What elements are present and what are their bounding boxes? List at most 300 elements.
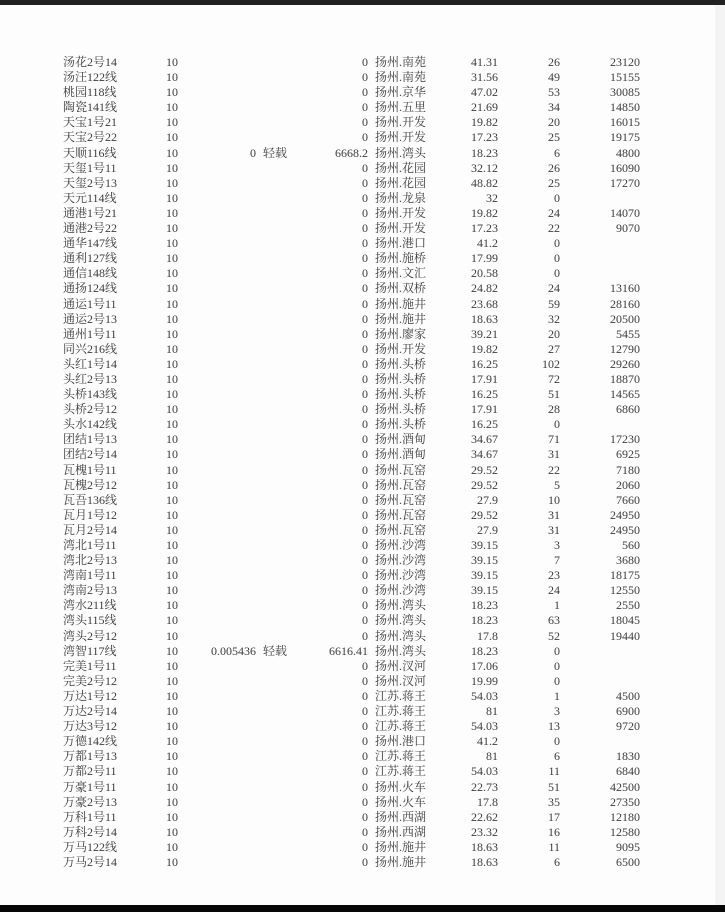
cell-count: 1 — [554, 598, 560, 613]
table-row — [63, 780, 640, 795]
table-row — [63, 598, 640, 613]
cell-station: 扬州.花园 — [375, 160, 427, 175]
cell-line-name: 通扬124线 — [63, 281, 118, 296]
cell-count: 20 — [548, 115, 560, 130]
table-row — [63, 493, 640, 508]
cell-capacity: 23120 — [610, 55, 640, 69]
cell-capacity: 1830 — [616, 749, 640, 764]
cell-voltage: 10 — [166, 809, 178, 824]
cell-load-tag — [256, 176, 301, 191]
cell-station: 扬州.开发 — [375, 341, 427, 356]
cell-energy: 0 — [362, 583, 368, 598]
cell-voltage: 10 — [166, 839, 178, 854]
cell-line-name: 瓦槐1号11 — [63, 462, 117, 477]
cell-load-tag — [256, 100, 301, 115]
cell-loss-value: 0 — [250, 145, 256, 160]
cell-load-tag — [256, 749, 301, 764]
cell-loss-rate: 41.2 — [477, 734, 498, 749]
cell-capacity: 560 — [622, 538, 640, 552]
cell-capacity: 6900 — [616, 704, 640, 719]
cell-count: 3 — [554, 704, 560, 719]
cell-voltage: 10 — [166, 447, 178, 462]
cell-station: 扬州.头桥 — [375, 417, 427, 432]
cell-load-tag — [256, 281, 301, 296]
cell-capacity: 24950 — [610, 522, 640, 537]
cell-voltage: 10 — [166, 628, 178, 643]
cell-count: 0 — [554, 673, 560, 688]
cell-loss-rate: 18.23 — [471, 598, 498, 613]
cell-loss-rate: 54.03 — [471, 764, 498, 779]
cell-count: 51 — [548, 387, 560, 402]
table-row — [63, 387, 640, 402]
cell-load-tag — [256, 478, 301, 493]
table-row — [63, 70, 640, 85]
cell-loss-rate: 22.62 — [471, 809, 498, 824]
cell-count: 10 — [548, 492, 560, 507]
cell-energy: 0 — [362, 553, 368, 568]
cell-station: 扬州.施井 — [375, 839, 427, 854]
cell-energy: 0 — [362, 236, 368, 251]
cell-loss-value — [178, 568, 256, 583]
cell-station: 扬州.沙湾 — [375, 553, 427, 568]
cell-energy: 0 — [362, 447, 368, 462]
cell-line-name: 湾智117线 — [63, 643, 117, 658]
cell-line-name: 万豪2号13 — [63, 794, 118, 809]
cell-loss-value — [178, 659, 256, 674]
table-row — [63, 659, 640, 674]
cell-voltage: 10 — [166, 704, 178, 719]
cell-line-name: 头红2号13 — [63, 371, 118, 386]
table-row — [63, 236, 640, 251]
cell-loss-rate: 29.52 — [471, 462, 498, 477]
table-row — [63, 191, 640, 206]
cell-loss-rate: 47.02 — [471, 85, 498, 100]
cell-load-tag — [256, 568, 301, 583]
cell-line-name: 团结1号13 — [63, 432, 118, 447]
cell-line-name: 万马2号14 — [63, 854, 118, 869]
cell-energy: 0 — [362, 311, 368, 326]
cell-load-tag — [256, 236, 301, 251]
cell-station: 扬州.开发 — [375, 130, 427, 145]
cell-energy: 0 — [362, 673, 368, 688]
cell-loss-value — [178, 161, 256, 176]
cell-voltage: 10 — [166, 719, 178, 734]
cell-count: 0 — [554, 190, 560, 205]
table-row — [63, 613, 640, 628]
cell-capacity — [560, 191, 640, 206]
cell-count: 49 — [548, 70, 560, 85]
cell-station: 扬州.施井 — [375, 854, 427, 869]
cell-station: 扬州.西湖 — [375, 809, 427, 824]
cell-count: 59 — [548, 296, 560, 311]
cell-line-name: 万科1号11 — [63, 809, 117, 824]
cell-energy: 0 — [362, 326, 368, 341]
cell-station: 扬州.瓦窑 — [375, 477, 427, 492]
cell-capacity: 6860 — [616, 402, 640, 417]
line-report-table — [63, 55, 640, 870]
cell-voltage: 10 — [166, 734, 178, 749]
cell-line-name: 万达3号12 — [63, 719, 118, 734]
cell-count: 0 — [554, 266, 560, 281]
cell-station: 扬州.湾头 — [375, 628, 427, 643]
cell-energy: 0 — [362, 251, 368, 266]
table-row — [63, 312, 640, 327]
cell-loss-value — [178, 538, 256, 553]
cell-loss-value — [178, 312, 256, 327]
cell-line-name: 桃园118线 — [63, 85, 117, 100]
cell-loss-rate: 41.2 — [477, 236, 498, 251]
table-row — [63, 795, 640, 810]
cell-station: 扬州.头桥 — [375, 356, 427, 371]
cell-capacity: 12180 — [610, 809, 640, 824]
cell-line-name: 瓦月1号12 — [63, 507, 118, 522]
cell-loss-rate: 39.15 — [471, 538, 498, 552]
table-row — [63, 327, 640, 342]
cell-count: 27 — [548, 341, 560, 356]
cell-station: 扬州.瓦窑 — [375, 492, 427, 507]
cell-loss-rate: 18.63 — [471, 311, 498, 326]
cell-load-tag — [256, 719, 301, 734]
cell-loss-value — [178, 115, 256, 130]
table-row — [63, 432, 640, 447]
cell-station: 扬州.头桥 — [375, 371, 427, 386]
cell-load-tag — [256, 780, 301, 795]
table-row — [63, 553, 640, 568]
cell-loss-rate: 17.91 — [471, 371, 498, 386]
cell-count: 0 — [554, 417, 560, 432]
cell-station: 扬州.花园 — [375, 175, 427, 190]
cell-station: 扬州.湾头 — [375, 145, 427, 160]
cell-capacity: 9070 — [616, 221, 640, 236]
cell-energy: 0 — [362, 613, 368, 628]
cell-loss-value — [178, 764, 256, 779]
cell-loss-rate: 31.56 — [471, 70, 498, 85]
cell-station: 扬州.头桥 — [375, 387, 427, 402]
cell-loss-rate: 39.21 — [471, 326, 498, 341]
cell-loss-value — [178, 251, 256, 266]
cell-load-tag — [256, 689, 301, 704]
cell-voltage: 10 — [166, 266, 178, 281]
cell-load-tag — [256, 387, 301, 402]
cell-loss-value — [178, 432, 256, 447]
cell-capacity: 12550 — [610, 583, 640, 598]
cell-line-name: 汤汪122线 — [63, 70, 118, 85]
cell-loss-value — [178, 629, 256, 644]
cell-load-tag — [256, 342, 301, 357]
cell-loss-value — [178, 734, 256, 749]
cell-voltage: 10 — [166, 764, 178, 779]
cell-loss-rate: 34.67 — [471, 432, 498, 447]
cell-loss-rate: 17.23 — [471, 221, 498, 236]
cell-load-tag — [256, 583, 301, 598]
top-border-bar — [0, 0, 725, 5]
cell-loss-rate: 23.68 — [471, 296, 498, 311]
cell-count: 13 — [548, 719, 560, 734]
cell-load-tag — [256, 598, 301, 613]
cell-load-tag — [256, 764, 301, 779]
cell-loss-rate: 16.25 — [471, 417, 498, 432]
cell-line-name: 头桥2号12 — [63, 402, 118, 417]
cell-energy: 0 — [362, 100, 368, 115]
cell-loss-value — [178, 447, 256, 462]
cell-loss-value — [178, 221, 256, 236]
cell-count: 22 — [548, 221, 560, 236]
cell-count: 53 — [548, 85, 560, 100]
table-row — [63, 357, 640, 372]
cell-load-tag — [256, 85, 301, 100]
cell-capacity: 42500 — [610, 779, 640, 794]
cell-station: 江苏.蒋王 — [375, 704, 427, 719]
cell-loss-rate: 17.99 — [471, 251, 498, 266]
cell-station: 扬州.南苑 — [375, 55, 427, 69]
cell-station: 扬州.施桥 — [375, 251, 427, 266]
cell-count: 16 — [548, 824, 560, 839]
cell-capacity: 20500 — [610, 311, 640, 326]
cell-energy: 0 — [362, 356, 368, 371]
cell-loss-rate: 81 — [486, 749, 498, 764]
cell-loss-value — [178, 583, 256, 598]
cell-load-tag: 轻载 — [263, 643, 288, 658]
cell-station: 扬州.南苑 — [375, 70, 427, 85]
cell-count: 6 — [554, 854, 560, 869]
cell-energy: 0 — [362, 417, 368, 432]
table-row — [63, 281, 640, 296]
cell-energy: 0 — [362, 85, 368, 100]
table-row — [63, 508, 640, 523]
cell-loss-value — [178, 327, 256, 342]
cell-loss-value: 0.005436 — [211, 643, 256, 658]
table-row — [63, 629, 640, 644]
cell-voltage: 10 — [166, 100, 178, 115]
cell-line-name: 天顺116线 — [63, 145, 117, 160]
bottom-border-bar — [0, 905, 725, 912]
cell-voltage: 10 — [166, 115, 178, 130]
cell-loss-value — [178, 236, 256, 251]
cell-loss-rate: 19.82 — [471, 115, 498, 130]
cell-load-tag — [256, 674, 301, 689]
cell-capacity: 24950 — [610, 507, 640, 522]
cell-loss-rate: 29.52 — [471, 477, 498, 492]
cell-loss-value — [178, 855, 256, 870]
cell-loss-rate: 17.06 — [471, 658, 498, 673]
cell-voltage: 10 — [166, 221, 178, 236]
cell-energy: 0 — [362, 55, 368, 69]
cell-line-name: 完美1号11 — [63, 658, 117, 673]
table-row — [63, 719, 640, 734]
cell-loss-rate: 29.52 — [471, 507, 498, 522]
cell-energy: 0 — [362, 266, 368, 281]
table-row — [63, 810, 640, 825]
cell-capacity: 4800 — [616, 145, 640, 160]
table-row — [63, 855, 640, 870]
cell-loss-value — [178, 840, 256, 855]
cell-station: 扬州.施井 — [375, 311, 427, 326]
table-row — [63, 100, 640, 115]
cell-loss-value — [178, 130, 256, 145]
cell-energy: 0 — [362, 522, 368, 537]
cell-loss-value — [178, 297, 256, 312]
cell-energy: 0 — [362, 839, 368, 854]
cell-load-tag — [256, 312, 301, 327]
cell-capacity: 2060 — [616, 477, 640, 492]
cell-station: 扬州.廖家 — [375, 326, 427, 341]
cell-voltage: 10 — [166, 175, 178, 190]
cell-capacity — [560, 644, 640, 659]
cell-voltage: 10 — [166, 538, 178, 552]
cell-voltage: 10 — [166, 568, 178, 583]
table-row — [63, 568, 640, 583]
cell-capacity: 16090 — [610, 160, 640, 175]
cell-loss-rate: 24.82 — [471, 281, 498, 296]
cell-capacity: 30085 — [610, 85, 640, 100]
cell-load-tag — [256, 825, 301, 840]
cell-load-tag — [256, 266, 301, 281]
cell-line-name: 瓦月2号14 — [63, 522, 118, 537]
cell-loss-value — [178, 478, 256, 493]
table-row — [63, 463, 640, 478]
cell-station: 扬州.汊河 — [375, 658, 427, 673]
cell-energy: 6668.2 — [335, 145, 368, 160]
cell-count: 5 — [554, 477, 560, 492]
cell-energy: 0 — [362, 824, 368, 839]
table-row — [63, 749, 640, 764]
cell-energy: 6616.41 — [329, 643, 368, 658]
cell-line-name: 头水142线 — [63, 417, 118, 432]
cell-capacity: 19440 — [610, 628, 640, 643]
cell-station: 扬州.龙泉 — [375, 190, 427, 205]
cell-station: 扬州.施井 — [375, 296, 427, 311]
cell-energy: 0 — [362, 190, 368, 205]
cell-load-tag — [256, 523, 301, 538]
cell-line-name: 通运1号11 — [63, 296, 117, 311]
cell-station: 扬州.瓦窑 — [375, 462, 427, 477]
cell-station: 扬州.开发 — [375, 205, 427, 220]
cell-load-tag — [256, 327, 301, 342]
cell-line-name: 陶瓷141线 — [63, 100, 118, 115]
cell-loss-rate: 18.63 — [471, 854, 498, 869]
cell-load-tag — [256, 357, 301, 372]
cell-loss-value — [178, 553, 256, 568]
cell-loss-value — [178, 266, 256, 281]
cell-line-name: 同兴216线 — [63, 341, 118, 356]
cell-loss-rate: 18.23 — [471, 613, 498, 628]
cell-station: 扬州.双桥 — [375, 281, 427, 296]
cell-voltage: 10 — [166, 432, 178, 447]
cell-voltage: 10 — [166, 462, 178, 477]
cell-loss-rate: 54.03 — [471, 688, 498, 703]
table-row — [63, 704, 640, 719]
cell-station: 扬州.酒甸 — [375, 447, 427, 462]
cell-voltage: 10 — [166, 190, 178, 205]
cell-voltage: 10 — [166, 281, 178, 296]
cell-count: 7 — [554, 553, 560, 568]
cell-line-name: 完美2号12 — [63, 673, 118, 688]
cell-voltage: 10 — [166, 658, 178, 673]
cell-loss-rate: 18.63 — [471, 839, 498, 854]
cell-voltage: 10 — [166, 326, 178, 341]
cell-loss-rate: 54.03 — [471, 719, 498, 734]
cell-energy: 0 — [362, 704, 368, 719]
cell-loss-rate: 17.91 — [471, 402, 498, 417]
cell-line-name: 通港2号22 — [63, 221, 118, 236]
cell-loss-rate: 32 — [486, 190, 498, 205]
cell-energy: 0 — [362, 477, 368, 492]
cell-line-name: 万达2号14 — [63, 704, 118, 719]
cell-loss-rate: 39.15 — [471, 583, 498, 598]
cell-voltage: 10 — [166, 236, 178, 251]
cell-capacity: 28160 — [610, 296, 640, 311]
cell-load-tag: 轻载 — [263, 145, 288, 160]
cell-capacity: 12790 — [610, 341, 640, 356]
cell-load-tag — [256, 206, 301, 221]
cell-capacity: 6500 — [616, 854, 640, 869]
cell-load-tag — [256, 493, 301, 508]
cell-count: 3 — [554, 538, 560, 552]
cell-capacity: 14565 — [610, 387, 640, 402]
cell-loss-value — [178, 55, 256, 70]
cell-capacity — [560, 674, 640, 689]
cell-station: 扬州.湾头 — [375, 643, 427, 658]
cell-count: 26 — [548, 55, 560, 69]
cell-capacity: 6925 — [616, 447, 640, 462]
cell-line-name: 湾水211线 — [63, 598, 117, 613]
cell-loss-value — [178, 825, 256, 840]
cell-load-tag — [256, 855, 301, 870]
table-row — [63, 674, 640, 689]
table-row — [63, 538, 640, 553]
cell-capacity: 17230 — [610, 432, 640, 447]
cell-count: 52 — [548, 628, 560, 643]
cell-line-name: 通华147线 — [63, 236, 118, 251]
cell-line-name: 天宝1号21 — [63, 115, 118, 130]
cell-station: 扬州.京华 — [375, 85, 427, 100]
cell-voltage: 10 — [166, 598, 178, 613]
cell-capacity: 14070 — [610, 205, 640, 220]
cell-count: 34 — [548, 100, 560, 115]
cell-voltage: 10 — [166, 673, 178, 688]
cell-loss-value — [178, 357, 256, 372]
cell-voltage: 10 — [166, 70, 178, 85]
cell-line-name: 万马122线 — [63, 839, 118, 854]
cell-voltage: 10 — [166, 688, 178, 703]
cell-line-name: 头桥143线 — [63, 387, 118, 402]
cell-line-name: 湾南1号11 — [63, 568, 117, 583]
table-row — [63, 251, 640, 266]
cell-capacity: 27350 — [610, 794, 640, 809]
cell-station: 扬州.瓦窑 — [375, 522, 427, 537]
cell-count: 11 — [548, 839, 560, 854]
table-row — [63, 297, 640, 312]
cell-capacity: 18045 — [610, 613, 640, 628]
cell-station: 扬州.文汇 — [375, 266, 427, 281]
table-row — [63, 342, 640, 357]
cell-voltage: 10 — [166, 522, 178, 537]
cell-station: 扬州.沙湾 — [375, 568, 427, 583]
cell-count: 25 — [548, 175, 560, 190]
table-row — [63, 115, 640, 130]
cell-voltage: 10 — [166, 85, 178, 100]
cell-count: 31 — [548, 507, 560, 522]
cell-capacity: 7180 — [616, 462, 640, 477]
cell-voltage: 10 — [166, 492, 178, 507]
cell-energy: 0 — [362, 809, 368, 824]
cell-loss-rate: 16.25 — [471, 356, 498, 371]
cell-voltage: 10 — [166, 613, 178, 628]
cell-loss-value — [178, 508, 256, 523]
cell-capacity — [560, 251, 640, 266]
cell-loss-value — [178, 100, 256, 115]
cell-energy: 0 — [362, 749, 368, 764]
